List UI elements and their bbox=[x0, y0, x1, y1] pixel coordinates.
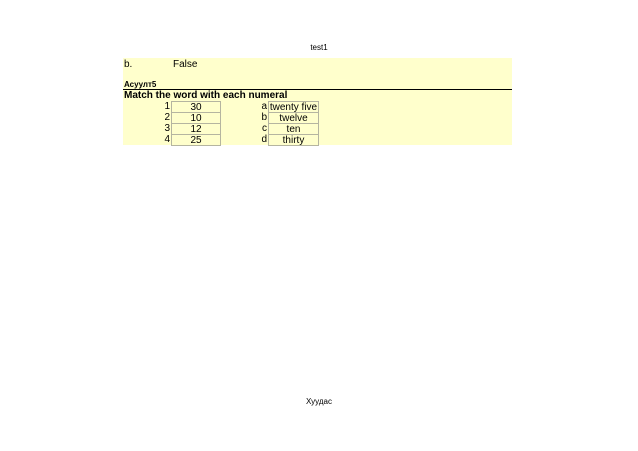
word-letter: d bbox=[261, 134, 267, 145]
answer-value: False bbox=[173, 59, 198, 70]
word-cell[interactable]: twenty five bbox=[269, 102, 318, 113]
worksheet-area bbox=[123, 58, 512, 145]
match-row bbox=[123, 101, 512, 112]
word-cell[interactable]: ten bbox=[268, 123, 319, 134]
match-row bbox=[123, 134, 512, 145]
numeral-cell[interactable]: 10 bbox=[171, 112, 221, 123]
answer-row bbox=[123, 58, 512, 72]
page-header-title: test1 bbox=[310, 43, 328, 52]
word-cell[interactable]: twelve bbox=[268, 112, 319, 123]
row-number: 2 bbox=[164, 112, 170, 123]
match-row bbox=[123, 112, 512, 123]
question-label: Асуулт5 bbox=[124, 80, 157, 89]
row-number: 4 bbox=[164, 134, 170, 145]
answer-letter: b. bbox=[124, 59, 133, 70]
numeral-cell[interactable]: 12 bbox=[171, 123, 221, 134]
word-letter: c bbox=[262, 123, 267, 134]
word-cell[interactable]: thirty bbox=[268, 134, 319, 146]
row-number: 3 bbox=[164, 123, 170, 134]
numeral-cell[interactable]: 30 bbox=[171, 101, 221, 112]
word-letter: b bbox=[261, 112, 267, 123]
row-number: 1 bbox=[164, 101, 170, 112]
question-instruction: Match the word with each numeral bbox=[124, 90, 288, 101]
word-letter: a bbox=[261, 101, 267, 112]
numeral-cell[interactable]: 25 bbox=[171, 134, 221, 146]
page-footer-label: Хуудас bbox=[305, 397, 332, 406]
match-row bbox=[123, 123, 512, 134]
